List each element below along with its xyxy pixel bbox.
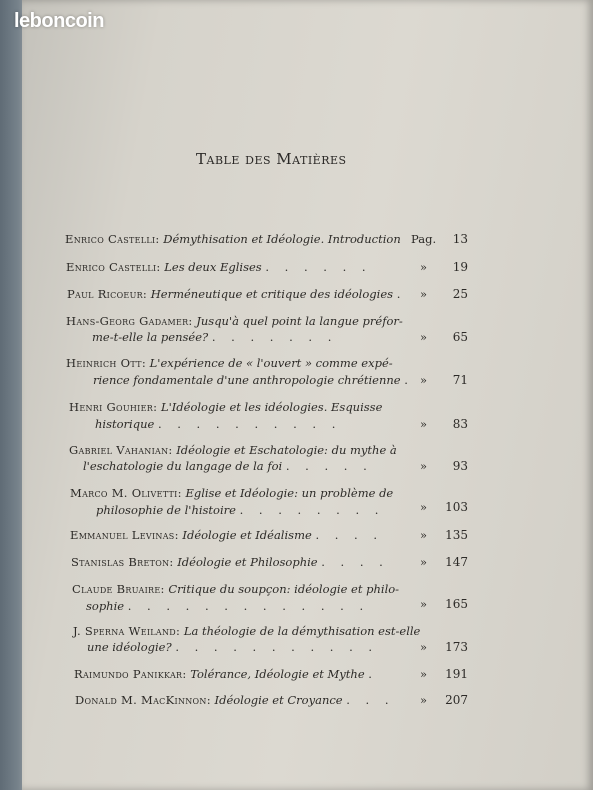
entry-title: Idéologie et Croyance [214,693,343,707]
page-marker: » [420,640,428,654]
page-number: 147 [445,555,468,569]
page-number: 103 [445,500,468,514]
page-marker: » [420,500,428,514]
entry-title-continued: rience fondamentale d'une anthropologie chrétienne [93,373,401,387]
entry-title: La théologie de la démythisation est-elle [183,624,421,638]
leader-dots: . . . . [321,555,389,569]
entry-title: Eglise et Idéologie: un problème de [185,486,394,500]
entry-author: Paul Ricoeur: [67,287,148,301]
page-number: 83 [452,417,468,431]
entry-author: Henri Gouhier: [69,400,158,414]
entry-title: Démythisation et Idéologie. Introduction [163,232,401,246]
entry-title-continued: une idéologie? [87,640,172,654]
entry-title: Jusqu'à quel point la langue préfor- [196,314,403,328]
entry-title: L'expérience de « l'ouvert » comme expé- [149,356,393,370]
entry-author: Hans-Georg Gadamer: [66,314,193,328]
page-marker: » [420,373,428,387]
entry-title: Tolérance, Idéologie et Mythe [190,667,365,681]
leader-dots: . . . . . . . . . . [157,417,342,431]
page-number: 65 [452,330,468,344]
page-number: 191 [445,667,468,681]
entry-title: Idéologie et Idéalisme [182,528,312,542]
page-number: 173 [445,640,468,654]
leader-dots: . . . . . . . . [239,503,385,517]
entry-author: Marco M. Olivetti: [70,486,182,500]
entry-author: J. Sperna Weiland: [73,624,181,638]
leader-dots: . . . . [315,528,384,542]
entry-author: Stanislas Breton: [71,555,174,569]
entry-title: Idéologie et Eschatologie: du mythe à [176,443,397,457]
entry-title-continued: sophie [86,599,125,613]
leader-dots: . . . . . . . [211,330,338,344]
page-marker: » [420,260,428,274]
page-marker: » [420,597,428,611]
leader-dots: . . . . . . . . . . . [175,640,379,654]
entry-author: Donald M. MacKinnon: [75,693,211,707]
leader-dots: . [396,287,407,301]
entry-author: Heinrich Ott: [66,356,146,370]
page-title: Table des Matières [196,150,347,168]
page-number: 207 [445,693,468,707]
entry-title-continued: philosophie de l'histoire [96,503,236,517]
entry-title: Critique du soupçon: idéologie et philo- [168,582,400,596]
entry-author: Raimundo Panikkar: [74,667,187,681]
entry-title: Herméneutique et critique des idéologies [150,287,394,301]
page-marker: » [420,667,428,681]
entry-title-continued: me-t-elle la pensée? [92,330,209,344]
page-number: 71 [452,373,468,387]
leader-dots: . . . . . [285,459,373,473]
page-marker: » [420,693,428,707]
entry-title-continued: l'eschatologie du langage de la foi [83,459,283,473]
page-marker: » [420,287,428,301]
page-number: 13 [452,232,468,246]
entry-author: Emmanuel Levinas: [70,528,179,542]
entry-title-continued: historique [95,417,155,431]
page-number: 25 [452,287,468,301]
page-number: 19 [452,260,468,274]
entry-author: Enrico Castelli: [65,232,160,246]
leader-dots: . [404,373,414,387]
leader-dots: . . . . . . [265,260,372,274]
page-number: 135 [445,528,468,542]
leader-dots: . . . [346,693,395,707]
entry-author: Gabriel Vahanian: [69,443,173,457]
entry-title: Les deux Eglises [164,260,262,274]
entry-author: Claude Bruaire: [72,582,165,596]
entry-title: L'Idéologie et les idéologies. Esquisse [160,400,383,414]
entry-title: Idéologie et Philosophie [177,555,318,569]
page-marker: » [420,528,428,542]
leader-dots: . . . . . . . . . . . . . [127,599,370,613]
page-marker: » [420,330,428,344]
page-marker: » [420,417,428,431]
page-number: 93 [452,459,468,473]
leader-dots: . [368,667,378,681]
page-number: 165 [445,597,468,611]
page-marker: Pag. [411,232,437,246]
page-marker: » [420,555,428,569]
leboncoin-watermark: leboncoin [14,10,104,32]
page-marker: » [420,459,428,473]
entry-author: Enrico Castelli: [66,260,161,274]
